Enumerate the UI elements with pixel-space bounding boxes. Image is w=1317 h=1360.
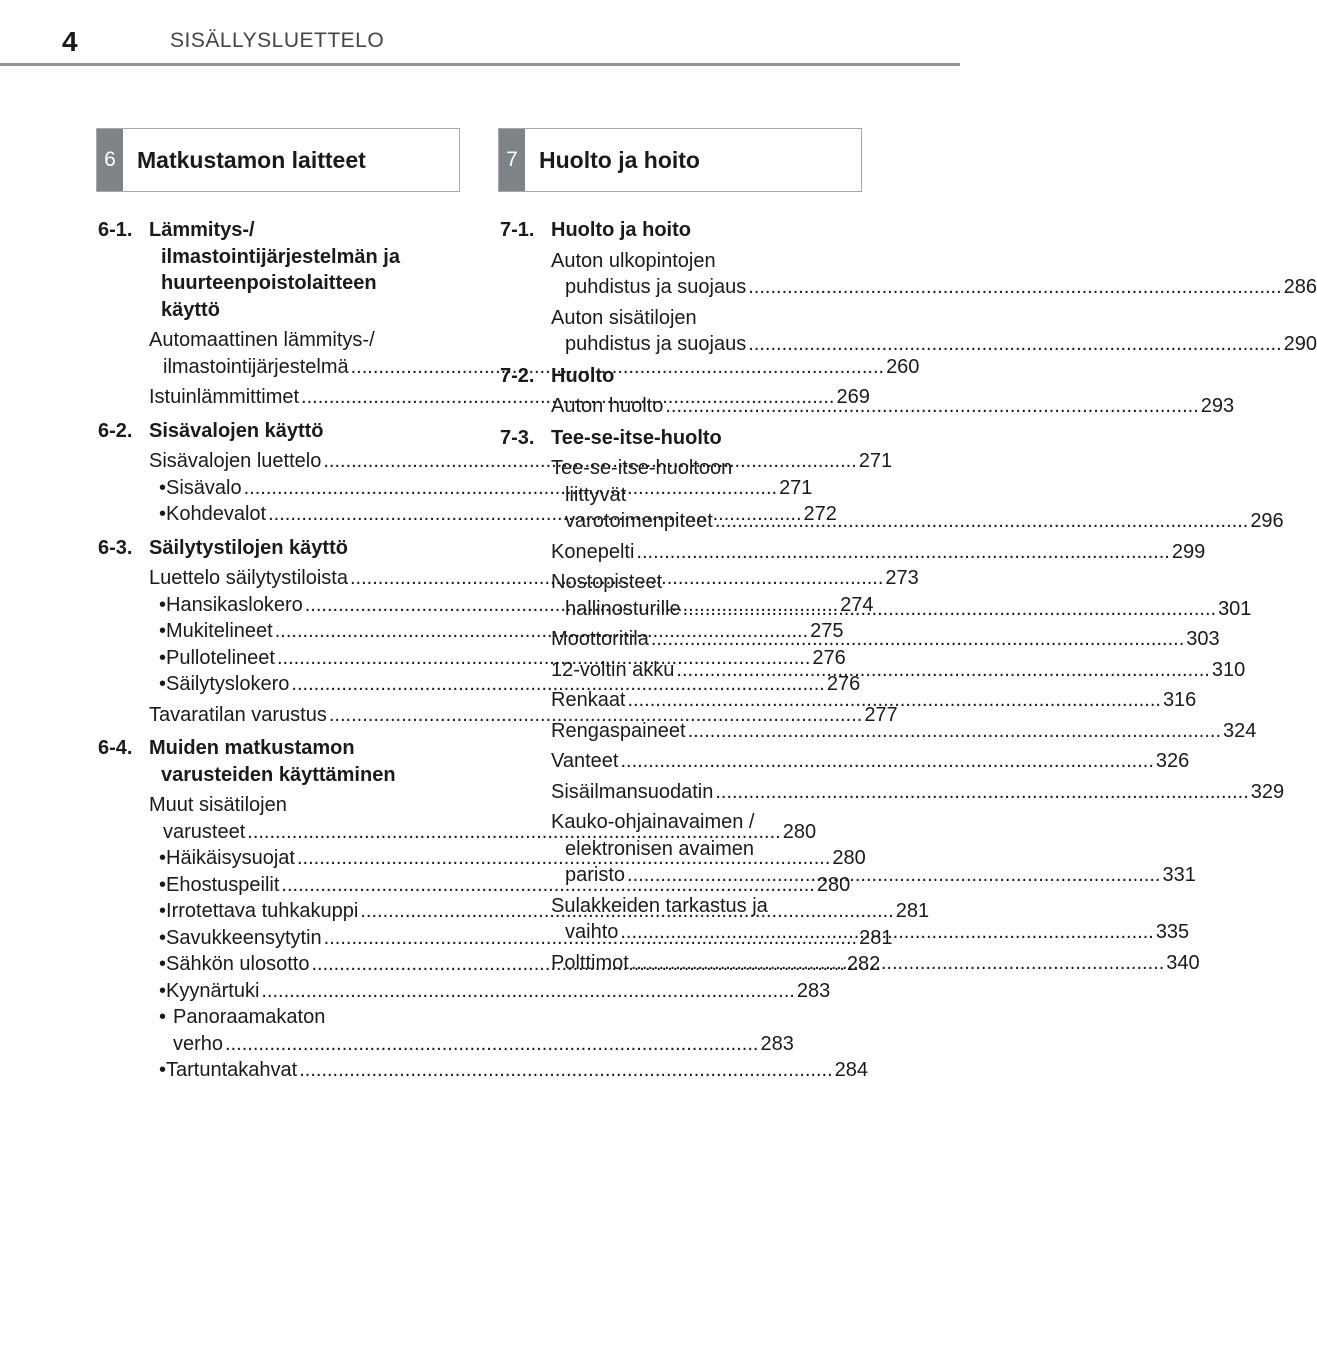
bullet-icon: • (159, 873, 167, 896)
entry-text: Panoraamakaton (173, 1006, 326, 1028)
section-title: Huolto ja hoito (539, 146, 700, 173)
page-ref: 280 (816, 873, 851, 896)
dot-leader (261, 978, 794, 1005)
entry-text: Ehostuspeilit (166, 873, 280, 896)
entry-text: liittyvät (565, 483, 627, 506)
entry-text: varotoimenpiteet (565, 510, 713, 532)
page-ref: 272 (803, 503, 837, 525)
entry-text: Mukitelineet (166, 620, 273, 642)
entry-text: Rengaspaineet (551, 719, 686, 742)
entry-text: Vanteet (551, 750, 619, 772)
page-ref: 329 (1250, 780, 1285, 803)
chapter-number: 6-4. (98, 737, 133, 759)
bullet-icon: • (159, 953, 167, 975)
chapter-title[interactable] (551, 425, 862, 452)
entry-text: Konepelti (551, 540, 635, 563)
entry-line (159, 1057, 869, 1084)
entry-text: Hansikaslokero (166, 593, 303, 616)
entry-line (149, 702, 898, 729)
entry-text: 12-voltin akku (551, 658, 675, 681)
dot-leader (683, 598, 1216, 620)
entry-text: puhdistus ja suojaus (565, 276, 747, 298)
entry-line (159, 1004, 460, 1031)
entry-text: paristo (565, 864, 626, 886)
page-ref: 260 (886, 355, 920, 378)
chapter-title-line: Tee-se-itse-huolto (551, 426, 722, 449)
toc-entry[interactable] (551, 248, 1317, 301)
bullet-icon: • (159, 900, 167, 922)
section-header (96, 128, 460, 192)
page-ref: 301 (1218, 597, 1252, 620)
chapter-title-line: varusteiden käyttäminen (161, 763, 396, 786)
dot-leader (748, 333, 1281, 355)
entry-text: Renkaat (551, 689, 626, 711)
chapter-number: 7-1. (500, 219, 535, 241)
entry-text: Moottoritila (551, 628, 649, 650)
entry-text: Auton ulkopintojen (551, 249, 716, 272)
dot-leader (748, 276, 1281, 298)
page-ref: 326 (1155, 750, 1190, 772)
toc-subentry[interactable] (149, 671, 861, 698)
chapter-title-line: huurteenpoistolaitteen (161, 272, 377, 294)
page-ref: 286 (1283, 276, 1317, 298)
entry-text: hallinosturille (565, 597, 681, 620)
page-ref: 290 (1283, 333, 1317, 355)
chapter-title[interactable] (551, 217, 862, 244)
entry-text: Kauko-ohjainavaimen / (551, 811, 755, 833)
chapter-title-line: ilmastointijärjestelmän ja (161, 245, 400, 268)
entry-text: Auton sisätilojen (551, 306, 697, 329)
page-number: 4 (62, 26, 78, 57)
page-ref: 274 (840, 593, 874, 616)
entry-text: Häikäisysuojat (166, 847, 295, 869)
dot-leader (636, 539, 1169, 566)
dot-leader (715, 510, 1248, 532)
chapter-number: 6-2. (98, 419, 133, 442)
entry-line (551, 779, 1285, 806)
toc-entry[interactable] (551, 687, 1197, 714)
bullet-icon: • (159, 620, 167, 642)
chapter-title-line: Sisävalojen käyttö (149, 419, 324, 442)
dot-leader (651, 626, 1184, 653)
page-ref: 310 (1211, 658, 1246, 681)
page-ref: 283 (760, 1032, 794, 1055)
chapter-number: 7-2. (500, 364, 535, 387)
section-number-tab: 7 (499, 129, 525, 191)
chapter-title-line: Lämmitys-/ (149, 219, 255, 241)
bullet-icon: • (159, 1006, 167, 1028)
entry-text: Auton huolto (551, 395, 664, 417)
page-ref: 324 (1223, 719, 1257, 742)
section-title: Matkustamon laitteet (137, 146, 366, 173)
entry-line (551, 596, 1252, 623)
entry-text: Irrotettava tuhkakuppi (166, 900, 359, 922)
toc-entry[interactable] (551, 305, 1317, 358)
toc-entry[interactable] (551, 393, 1235, 420)
entry-text: Sisävalo (166, 476, 242, 499)
chapter-number: 7-3. (500, 426, 535, 449)
page-ref: 340 (1166, 951, 1200, 974)
page-ref: 335 (1155, 921, 1190, 943)
entry-text: Polttimot (551, 951, 629, 974)
page-ref: 316 (1162, 689, 1197, 711)
entry-text: verho (173, 1032, 224, 1055)
entry-text: Nostopisteet (551, 571, 663, 593)
entry-text: Savukkeensytytin (166, 926, 322, 949)
page-ref: 276 (812, 646, 846, 669)
entry-line (159, 671, 861, 698)
bullet-icon: • (159, 503, 167, 525)
page-ref: 299 (1171, 540, 1206, 563)
toc-entry[interactable] (551, 748, 1190, 775)
dot-leader (225, 1033, 758, 1055)
entry-text: Muut sisätilojen (149, 794, 287, 816)
entry-line (551, 393, 1235, 420)
entry-text: Sähkön ulosotto (166, 953, 310, 975)
page-ref: 276 (826, 673, 861, 695)
bullet-icon: • (159, 593, 167, 616)
entry-text: Pullotelineet (166, 646, 275, 669)
entry-line (159, 978, 831, 1005)
chapter-title[interactable] (149, 535, 460, 562)
entry-text: Sisävalojen luettelo (149, 450, 322, 472)
dot-leader (627, 864, 1160, 886)
entry-text: Automaattinen lämmitys-/ (149, 329, 375, 351)
header-rule (0, 63, 960, 66)
dot-leader (299, 1057, 832, 1084)
toc-entry[interactable] (149, 702, 898, 729)
entry-text: vaihto (565, 921, 619, 943)
dot-leader (688, 718, 1221, 745)
entry-text: Tavaratilan varustus (149, 703, 327, 726)
toc-subentry[interactable] (149, 1057, 869, 1084)
entry-line (551, 539, 1206, 566)
page-ref: 331 (1162, 864, 1196, 886)
chapter-number: 6-3. (98, 536, 133, 559)
section-number-tab: 6 (97, 129, 123, 191)
chapter-title-line: Huolto ja hoito (551, 219, 691, 241)
chapter-title-line: Säilytystilojen käyttö (149, 536, 348, 559)
page-ref: 269 (836, 386, 870, 408)
chapter-title[interactable] (551, 363, 862, 390)
bullet-icon: • (159, 673, 167, 695)
toc-entry[interactable] (551, 809, 1196, 889)
bullet-icon: • (159, 979, 167, 1002)
dot-leader (628, 687, 1161, 714)
chapter-title[interactable] (149, 217, 460, 323)
dot-leader (665, 393, 1198, 420)
toc-entry[interactable] (551, 779, 1285, 806)
bullet-icon: • (159, 926, 167, 949)
page-ref: 281 (859, 926, 893, 949)
entry-line (159, 1031, 794, 1058)
entry-line (551, 626, 1220, 653)
entry-line (551, 657, 1246, 684)
entry-line (551, 748, 1190, 775)
chapter-number: 6-1. (98, 219, 133, 241)
entry-line (551, 718, 1257, 745)
toc-entry[interactable] (551, 539, 1206, 566)
page-header (0, 0, 960, 66)
entry-line (551, 508, 1284, 535)
bullet-icon: • (159, 476, 167, 499)
entry-text: Sulakkeiden tarkastus ja (551, 894, 768, 917)
entry-line (551, 687, 1197, 714)
entry-line (551, 331, 1317, 358)
entry-line (551, 274, 1317, 301)
toc-entry[interactable] (551, 718, 1257, 745)
chapter-title-line: Muiden matkustamon (149, 737, 355, 759)
page-header-title: SISÄLLYSLUETTELO (170, 29, 385, 52)
page-ref: 284 (834, 1059, 869, 1081)
dot-leader (676, 657, 1209, 684)
dot-leader (620, 921, 1153, 943)
toc-subentry[interactable] (149, 978, 831, 1005)
dot-leader (620, 748, 1153, 775)
page-ref: 271 (779, 476, 813, 499)
entry-text: puhdistus ja suojaus (565, 333, 747, 355)
page-ref: 280 (782, 820, 817, 843)
toc-entry[interactable] (551, 626, 1220, 653)
page-ref: 296 (1250, 510, 1284, 532)
page-ref: 282 (846, 953, 881, 975)
toc-entry[interactable] (551, 657, 1246, 684)
page-ref: 275 (810, 620, 844, 642)
page-ref: 273 (885, 567, 919, 589)
section-header (498, 128, 862, 192)
entry-text: elektronisen avaimen (565, 837, 754, 860)
chapter-title[interactable] (149, 418, 460, 445)
toc-chapter (498, 217, 1317, 358)
page-ref: 277 (864, 703, 898, 726)
entry-text: ilmastointijärjestelmä (163, 355, 349, 378)
chapter-title[interactable] (149, 735, 460, 788)
toc-subentry[interactable] (149, 1004, 794, 1057)
entry-text: varusteet (163, 820, 246, 843)
entry-text: Sisäilmansuodatin (551, 780, 714, 803)
page-ref: 280 (832, 847, 866, 869)
chapter-title-line: käyttö (161, 298, 220, 321)
entry-text: Tartuntakahvat (166, 1059, 298, 1081)
bullet-icon: • (159, 646, 167, 669)
page-ref: 281 (895, 900, 930, 922)
entry-text: Kohdevalot (166, 503, 267, 525)
page-ref: 283 (796, 979, 831, 1002)
entry-text: Säilytyslokero (166, 673, 290, 695)
entry-text: Luettelo säilytystiloista (149, 567, 348, 589)
page-ref: 303 (1186, 628, 1220, 650)
bullet-icon: • (159, 1059, 167, 1081)
page-ref: 271 (858, 450, 893, 472)
entry-text: Tee-se-itse-huoltoon (551, 457, 733, 479)
dot-leader (715, 779, 1248, 806)
entry-text: Istuinlämmittimet (149, 386, 300, 408)
dot-leader (631, 950, 1164, 977)
bullet-icon: • (159, 847, 167, 869)
page-ref: 293 (1200, 395, 1235, 417)
chapter-title-line: Huolto (551, 364, 615, 387)
entry-text: Kyynärtuki (166, 979, 260, 1002)
entry-line (551, 862, 1196, 889)
